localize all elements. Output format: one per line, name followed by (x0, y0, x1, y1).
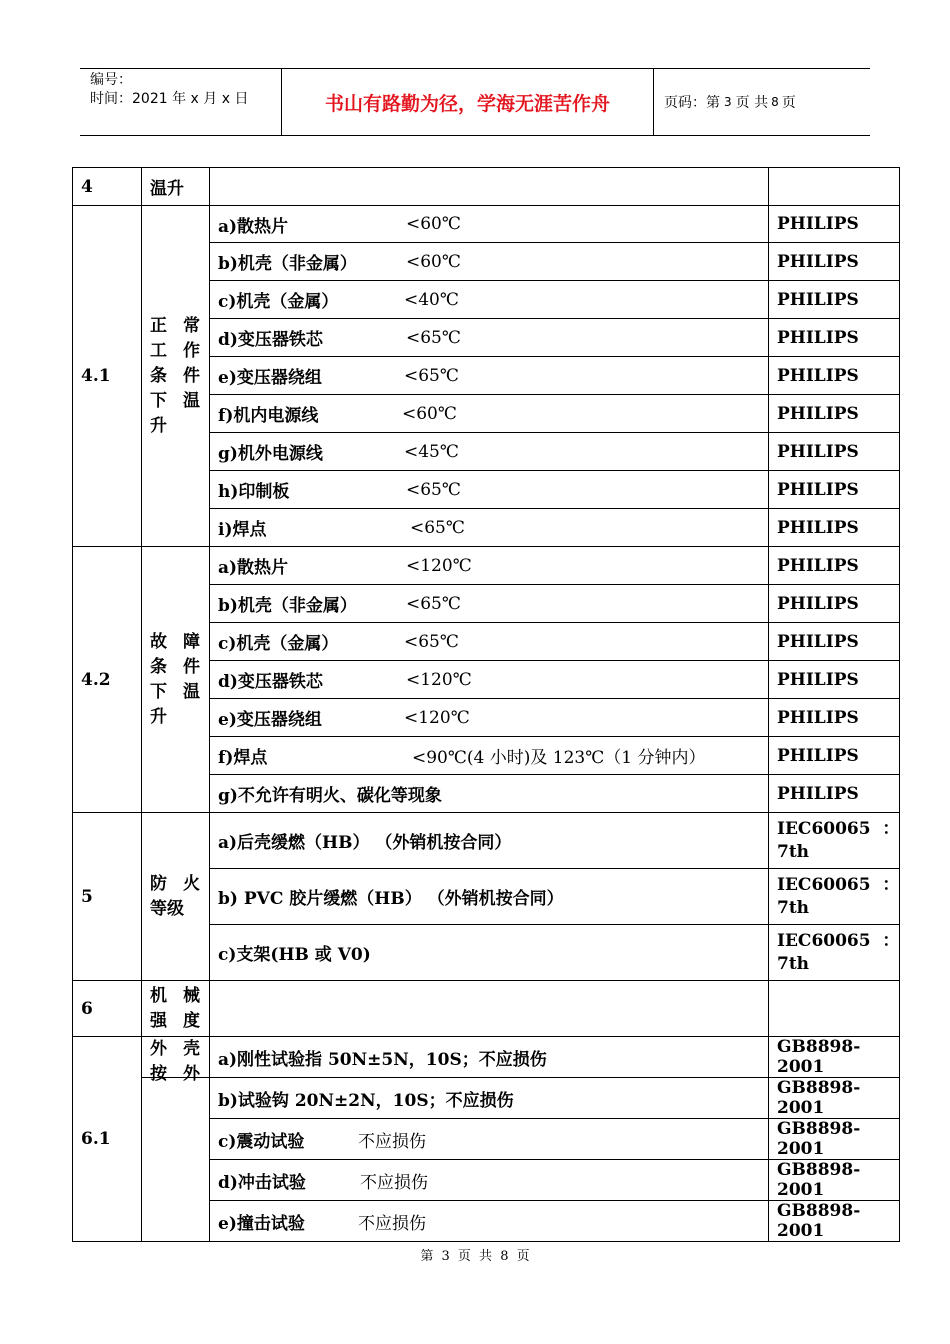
item-cell (210, 1201, 769, 1242)
category-cell (142, 813, 210, 981)
item-row-content (218, 1209, 768, 1234)
section-number: 4 (73, 168, 142, 206)
category-line (150, 655, 200, 680)
item-value: <65℃ (406, 593, 461, 614)
section-number: 6.1 (73, 1037, 142, 1242)
section-number: 4.1 (73, 206, 142, 547)
standard-cell: GB8898-2001 (769, 1160, 900, 1201)
item-row-content (218, 781, 768, 806)
page-number: 3 (724, 95, 732, 109)
item-row-content (218, 1086, 768, 1111)
item-label: g)机外电源线 (218, 444, 323, 464)
standard-cell (769, 869, 900, 925)
standard-line: IEC60065 ： (777, 818, 900, 839)
page-total: 8 (771, 95, 779, 109)
table-row (73, 813, 900, 869)
category-char: 件 (183, 365, 200, 386)
standard-line: IEC60065 ： (777, 874, 900, 895)
standard-cell: PHILIPS (769, 433, 900, 471)
item-label: e)变压器绕组 (218, 368, 322, 388)
item-row-content (218, 1168, 768, 1193)
empty-cell (142, 1078, 210, 1242)
category-char: 作 (183, 340, 200, 361)
section-number: 5 (73, 813, 142, 981)
item-label: c)机壳（金属） (218, 634, 339, 654)
item-row-content (218, 363, 768, 388)
standard-cell (769, 925, 900, 981)
category-char: 械 (183, 985, 200, 1006)
category-char: 正 (150, 315, 167, 336)
item-label: e)变压器绕组 (218, 710, 322, 730)
standard-cell: PHILIPS (769, 281, 900, 319)
item-label: f)焊点 (218, 748, 268, 768)
item-value: <120℃ (406, 669, 472, 690)
category-char: 等级 (150, 898, 184, 919)
item-row-content (218, 515, 768, 540)
standard-cell: PHILIPS (769, 319, 900, 357)
item-cell (210, 1160, 769, 1201)
item-value: <65℃ (404, 365, 459, 386)
item-row-content (218, 287, 768, 312)
category-char: 壳 (183, 1039, 200, 1059)
category-char: 温 (183, 390, 200, 411)
page-prefix: 页码：第 (664, 95, 720, 111)
item-cell (210, 509, 769, 547)
item-value: <60℃ (402, 403, 457, 424)
standard-line: 7th (777, 841, 810, 862)
category-line (150, 1009, 200, 1034)
item-cell (210, 813, 769, 869)
category-line (150, 414, 200, 439)
item-value: <65℃ (410, 517, 465, 538)
item-row-content (218, 828, 768, 853)
standard-cell: PHILIPS (769, 737, 900, 775)
item-label: i)焊点 (218, 520, 267, 540)
item-label: d)变压器铁芯 (218, 330, 323, 350)
item-cell (210, 395, 769, 433)
item-label: a)散热片 (218, 558, 289, 578)
standard-cell: PHILIPS (769, 775, 900, 813)
item-row-content (218, 667, 768, 692)
item-cell (210, 281, 769, 319)
page-mid: 页 共 (735, 95, 769, 111)
item-value: <90℃(4 小时)及 123℃（1 分钟内） (412, 748, 706, 768)
category-char: 升 (150, 415, 167, 436)
item-value: <40℃ (404, 289, 459, 310)
item-value: <45℃ (404, 441, 459, 462)
category-char: 件 (183, 656, 200, 677)
item-cell (210, 206, 769, 243)
item-label: f)机内电源线 (218, 406, 319, 426)
item-cell (210, 925, 769, 981)
item-label: c)机壳（金属） (218, 292, 339, 312)
item-label: a)刚性试验指 50N±5N，10S；不应损伤 (218, 1049, 547, 1070)
category-line (150, 339, 200, 364)
category-char: 温 (183, 681, 200, 702)
item-label: c)支架(HB 或 V0) (218, 945, 371, 965)
section-number: 4.2 (73, 547, 142, 813)
header-meta (80, 69, 282, 135)
item-value: 不应损伤 (360, 1172, 428, 1193)
category-char: 下 (150, 681, 167, 702)
category-char: 外 (183, 1064, 200, 1084)
category-char: 火 (183, 873, 200, 894)
item-cell (210, 1119, 769, 1160)
item-cell (210, 737, 769, 775)
item-value: <65℃ (406, 327, 461, 348)
category-cell (142, 547, 210, 813)
standard-line: IEC60065 ： (777, 930, 900, 951)
table-row (73, 168, 900, 206)
category-line (150, 314, 200, 339)
item-cell (210, 585, 769, 623)
empty-cell (210, 981, 769, 1037)
item-row-content (218, 884, 768, 909)
code-label: 编号： (90, 72, 132, 88)
category-line (150, 872, 200, 897)
standard-cell: PHILIPS (769, 357, 900, 395)
section-title: 温升 (142, 168, 210, 206)
item-cell (210, 471, 769, 509)
item-cell (210, 775, 769, 813)
empty-cell (210, 168, 769, 206)
category-line (150, 680, 200, 705)
item-cell (210, 433, 769, 471)
category-char: 强 (150, 1010, 167, 1031)
category-cell (142, 981, 210, 1037)
table-row (73, 981, 900, 1037)
standard-cell: PHILIPS (769, 243, 900, 281)
item-row-content (218, 401, 768, 426)
item-value: <120℃ (406, 555, 472, 576)
standard-cell: PHILIPS (769, 699, 900, 737)
item-row-content (218, 553, 768, 578)
category-char: 障 (183, 631, 200, 652)
item-cell (210, 319, 769, 357)
category-line (150, 897, 200, 922)
item-value: 不应损伤 (358, 1213, 426, 1234)
standard-cell: PHILIPS (769, 509, 900, 547)
category-line (150, 984, 200, 1009)
category-clip (150, 1037, 209, 1084)
item-value: <65℃ (404, 631, 459, 652)
standard-line: 7th (777, 897, 810, 918)
item-label: d)变压器铁芯 (218, 672, 323, 692)
item-cell (210, 623, 769, 661)
item-label: g)不允许有明火、碳化等现象 (218, 786, 442, 806)
category-line (150, 1037, 200, 1062)
standard-cell: GB8898-2001 (769, 1201, 900, 1242)
category-char: 条 (150, 365, 167, 386)
standard-cell: PHILIPS (769, 661, 900, 699)
item-value: <60℃ (406, 214, 461, 234)
category-char: 按 (150, 1064, 167, 1084)
standard-cell: GB8898-2001 (769, 1078, 900, 1119)
category-char: 下 (150, 390, 167, 411)
item-label: e)撞击试验 (218, 1213, 305, 1234)
table-row (73, 206, 900, 243)
item-cell (210, 357, 769, 395)
item-value: <65℃ (406, 479, 461, 500)
page-footer: 第 3 页 共 8 页 (420, 1249, 530, 1264)
section-number: 6 (73, 981, 142, 1037)
item-row-content (218, 439, 768, 464)
item-label: b)机壳（非金属） (218, 254, 357, 274)
item-label: h)印制板 (218, 482, 290, 502)
item-cell (210, 661, 769, 699)
category-char: 工 (150, 340, 167, 361)
header-page-info (654, 69, 870, 135)
item-row-content (218, 940, 768, 965)
item-cell (210, 243, 769, 281)
spec-table (72, 167, 900, 1242)
category-char: 防 (150, 873, 167, 894)
item-cell (210, 869, 769, 925)
standard-line: 7th (777, 953, 810, 974)
item-row-content (218, 591, 768, 616)
item-cell (210, 1037, 769, 1078)
item-label: b) PVC 胶片缓燃（HB） （外销机按合同） (218, 889, 564, 909)
item-value: <60℃ (406, 251, 461, 272)
empty-cell (769, 168, 900, 206)
time-label: 时间：2021 年 x 月 x 日 (90, 91, 249, 107)
standard-cell: PHILIPS (769, 585, 900, 623)
category-char: 常 (183, 315, 200, 336)
item-label: b)试验钩 20N±2N，10S；不应损伤 (218, 1090, 514, 1111)
item-label: d)冲击试验 (218, 1172, 306, 1193)
standard-cell: PHILIPS (769, 547, 900, 585)
category-line (150, 630, 200, 655)
category-line (150, 389, 200, 414)
standard-cell: PHILIPS (769, 471, 900, 509)
category-line (150, 705, 200, 730)
item-row-content (218, 212, 768, 237)
item-value: 不应损伤 (358, 1131, 426, 1152)
page-header (80, 68, 870, 136)
item-label: a)散热片 (218, 216, 289, 237)
standard-cell: PHILIPS (769, 206, 900, 243)
item-label: b)机壳（非金属） (218, 596, 357, 616)
category-char: 故 (150, 631, 167, 652)
item-value: <120℃ (404, 707, 470, 728)
item-row-content (218, 325, 768, 350)
category-char: 条 (150, 656, 167, 677)
standard-cell: PHILIPS (769, 395, 900, 433)
item-label: c)震动试验 (218, 1131, 305, 1152)
standard-cell: GB8898-2001 (769, 1119, 900, 1160)
item-row-content (218, 477, 768, 502)
item-row-content (218, 1127, 768, 1152)
item-row-content (218, 705, 768, 730)
category-char: 机 (150, 985, 167, 1006)
item-label: a)后壳缓燃（HB） （外销机按合同） (218, 833, 512, 853)
item-cell (210, 547, 769, 585)
item-row-content (218, 1045, 768, 1070)
category-char: 度 (183, 1010, 200, 1031)
item-row-content (218, 629, 768, 654)
standard-cell: PHILIPS (769, 623, 900, 661)
item-cell (210, 699, 769, 737)
table-row (73, 1037, 900, 1078)
item-row-content (218, 743, 768, 768)
item-cell (210, 1078, 769, 1119)
table-row (73, 547, 900, 585)
standard-cell (769, 813, 900, 869)
header-motto: 书山有路勤为径，学海无涯苦作舟 (282, 69, 654, 135)
standard-cell: GB8898-2001 (769, 1037, 900, 1078)
item-row-content (218, 249, 768, 274)
category-char: 升 (150, 706, 167, 727)
category-cell (142, 1037, 210, 1084)
category-char: 外 (150, 1039, 167, 1059)
category-cell (142, 206, 210, 547)
page-suffix: 页 (781, 95, 796, 111)
empty-cell (769, 981, 900, 1037)
category-line (150, 364, 200, 389)
